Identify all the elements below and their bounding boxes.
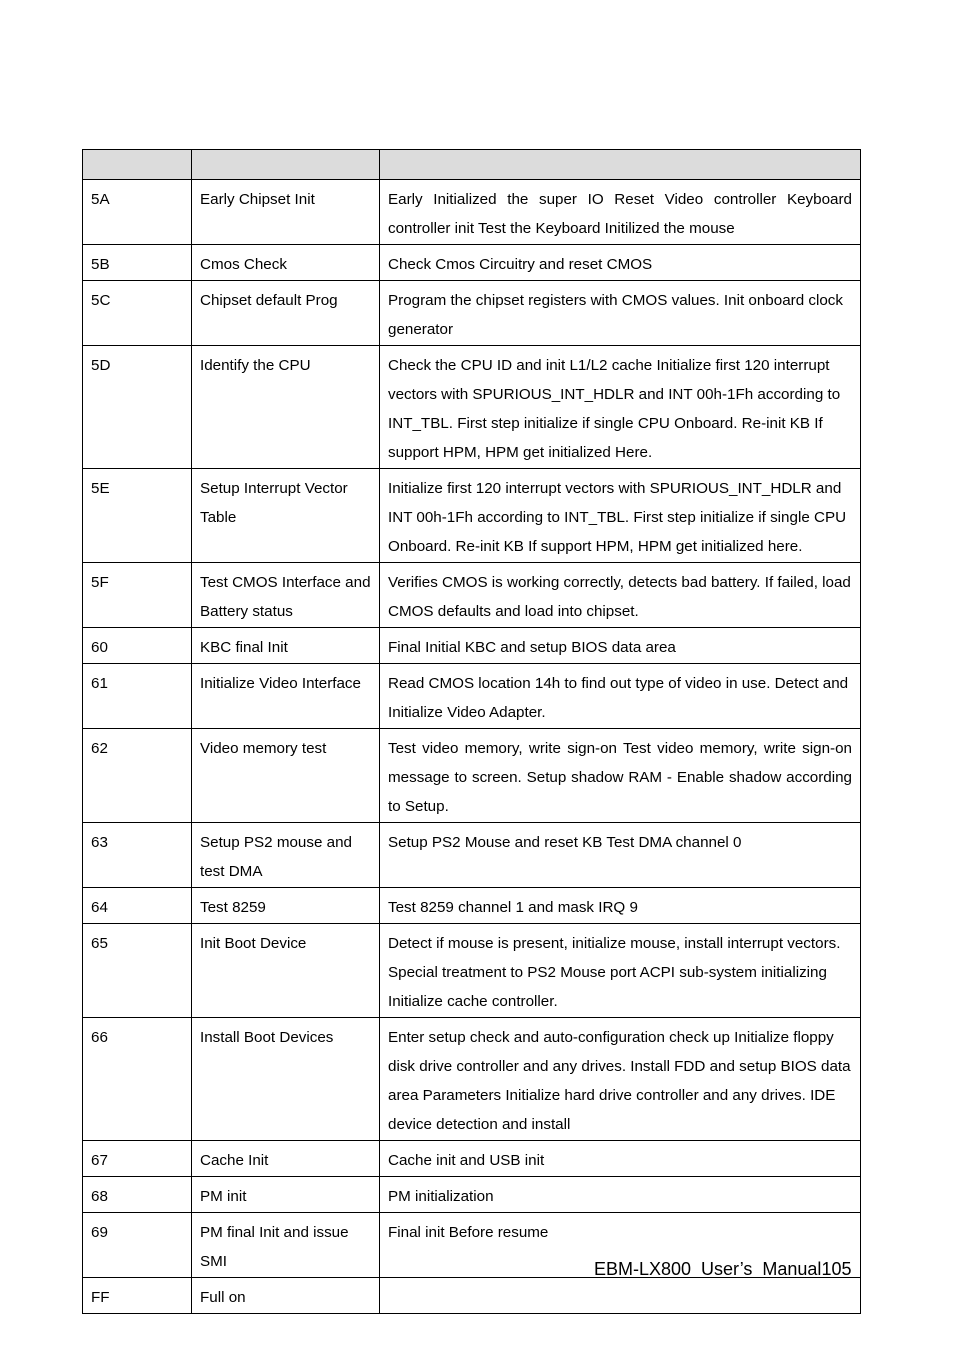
post-description-cell: Initialize first 120 interrupt vectors with SPURIOUS_INT_HDLR and INT 00h-1Fh according to INT_TBL. First step initialize if single CPU Onboard. Re-init KB If support HPM, HPM get initialized here. (380, 469, 861, 563)
post-description-cell: Check Cmos Circuitry and reset CMOS (380, 245, 861, 281)
table-row (83, 1141, 861, 1177)
post-code-cell: 61 (83, 664, 192, 729)
post-name-cell: Video memory test (192, 729, 380, 823)
table-row (83, 180, 861, 245)
header-cell-description (380, 150, 861, 180)
post-code-cell: 5C (83, 281, 192, 346)
manual-title: EBM-LX800 User’s Manual (594, 1259, 822, 1279)
post-name-cell: Setup Interrupt Vector Table (192, 469, 380, 563)
post-name-cell: Install Boot Devices (192, 1018, 380, 1141)
post-description-cell: Test video memory, write sign-on Test video memory, write sign-on message to screen. Setup shadow RAM - Enable shadow according to Setup. (380, 729, 861, 823)
table-row (83, 469, 861, 563)
table-row (83, 281, 861, 346)
post-name-cell: Cache Init (192, 1141, 380, 1177)
post-name-cell: PM final Init and issue SMI (192, 1213, 380, 1278)
table-row (83, 628, 861, 664)
post-name-cell: Identify the CPU (192, 346, 380, 469)
table-row (83, 1278, 861, 1314)
post-name-cell: Setup PS2 mouse and test DMA (192, 823, 380, 888)
post-code-cell: 5D (83, 346, 192, 469)
post-description-cell: Check the CPU ID and init L1/L2 cache Initialize first 120 interrupt vectors with SPURIOUS_INT_HDLR and INT 00h-1Fh according to INT_TBL. First step initialize if single CPU Onboard. Re-init KB If support HPM, HPM get initialized Here. (380, 346, 861, 469)
header-cell-code (83, 150, 192, 180)
table-row (83, 924, 861, 1018)
post-name-cell: PM init (192, 1177, 380, 1213)
table-header (83, 150, 861, 180)
post-code-table (82, 149, 861, 1314)
post-code-cell: 5B (83, 245, 192, 281)
post-description-cell: PM initialization (380, 1177, 861, 1213)
table-row (83, 664, 861, 729)
post-code-cell: 65 (83, 924, 192, 1018)
post-description-cell: Test 8259 channel 1 and mask IRQ 9 (380, 888, 861, 924)
post-name-cell: Chipset default Prog (192, 281, 380, 346)
post-code-cell: 5E (83, 469, 192, 563)
post-description-cell (380, 1278, 861, 1314)
post-code-cell: 62 (83, 729, 192, 823)
page-number: 105 (821, 1259, 852, 1279)
table-row (83, 888, 861, 924)
table-body (83, 180, 861, 1314)
post-name-cell: Test 8259 (192, 888, 380, 924)
page-footer (594, 1259, 851, 1280)
post-code-cell: FF (83, 1278, 192, 1314)
table-row (83, 729, 861, 823)
post-code-cell: 64 (83, 888, 192, 924)
post-description-cell: Detect if mouse is present, initialize mouse, install interrupt vectors. Special treatment to PS2 Mouse port ACPI sub-system initializing Initialize cache controller. (380, 924, 861, 1018)
post-description-cell: Early Initialized the super IO Reset Video controller Keyboard controller init Test the Keyboard Initilized the mouse (380, 180, 861, 245)
post-description-cell: Cache init and USB init (380, 1141, 861, 1177)
post-name-cell: Cmos Check (192, 245, 380, 281)
table-row (83, 1018, 861, 1141)
table-row (83, 563, 861, 628)
post-name-cell: KBC final Init (192, 628, 380, 664)
post-description-cell: Enter setup check and auto-configuration check up Initialize floppy disk drive controller and any drives. Install FDD and setup BIOS data area Parameters Initialize hard drive controller and any drives. IDE device detection and install (380, 1018, 861, 1141)
post-description-cell: Verifies CMOS is working correctly, detects bad battery. If failed, load CMOS defaults and load into chipset. (380, 563, 861, 628)
post-description-cell: Read CMOS location 14h to find out type of video in use. Detect and Initialize Video Adapter. (380, 664, 861, 729)
post-name-cell: Full on (192, 1278, 380, 1314)
post-name-cell: Initialize Video Interface (192, 664, 380, 729)
post-description-cell: Program the chipset registers with CMOS values. Init onboard clock generator (380, 281, 861, 346)
header-cell-name (192, 150, 380, 180)
post-name-cell: Early Chipset Init (192, 180, 380, 245)
post-code-cell: 69 (83, 1213, 192, 1278)
post-code-cell: 63 (83, 823, 192, 888)
table-header-row (83, 150, 861, 180)
post-code-cell: 66 (83, 1018, 192, 1141)
post-description-cell: Setup PS2 Mouse and reset KB Test DMA channel 0 (380, 823, 861, 888)
table-row (83, 1177, 861, 1213)
post-code-cell: 60 (83, 628, 192, 664)
table-row (83, 823, 861, 888)
post-name-cell: Test CMOS Interface and Battery status (192, 563, 380, 628)
post-code-cell: 68 (83, 1177, 192, 1213)
table-row (83, 346, 861, 469)
post-code-cell: 5A (83, 180, 192, 245)
post-code-cell: 5F (83, 563, 192, 628)
post-code-cell: 67 (83, 1141, 192, 1177)
post-name-cell: Init Boot Device (192, 924, 380, 1018)
table-row (83, 245, 861, 281)
post-description-cell: Final Initial KBC and setup BIOS data area (380, 628, 861, 664)
post-description-cell: Final init Before resume (380, 1213, 861, 1278)
